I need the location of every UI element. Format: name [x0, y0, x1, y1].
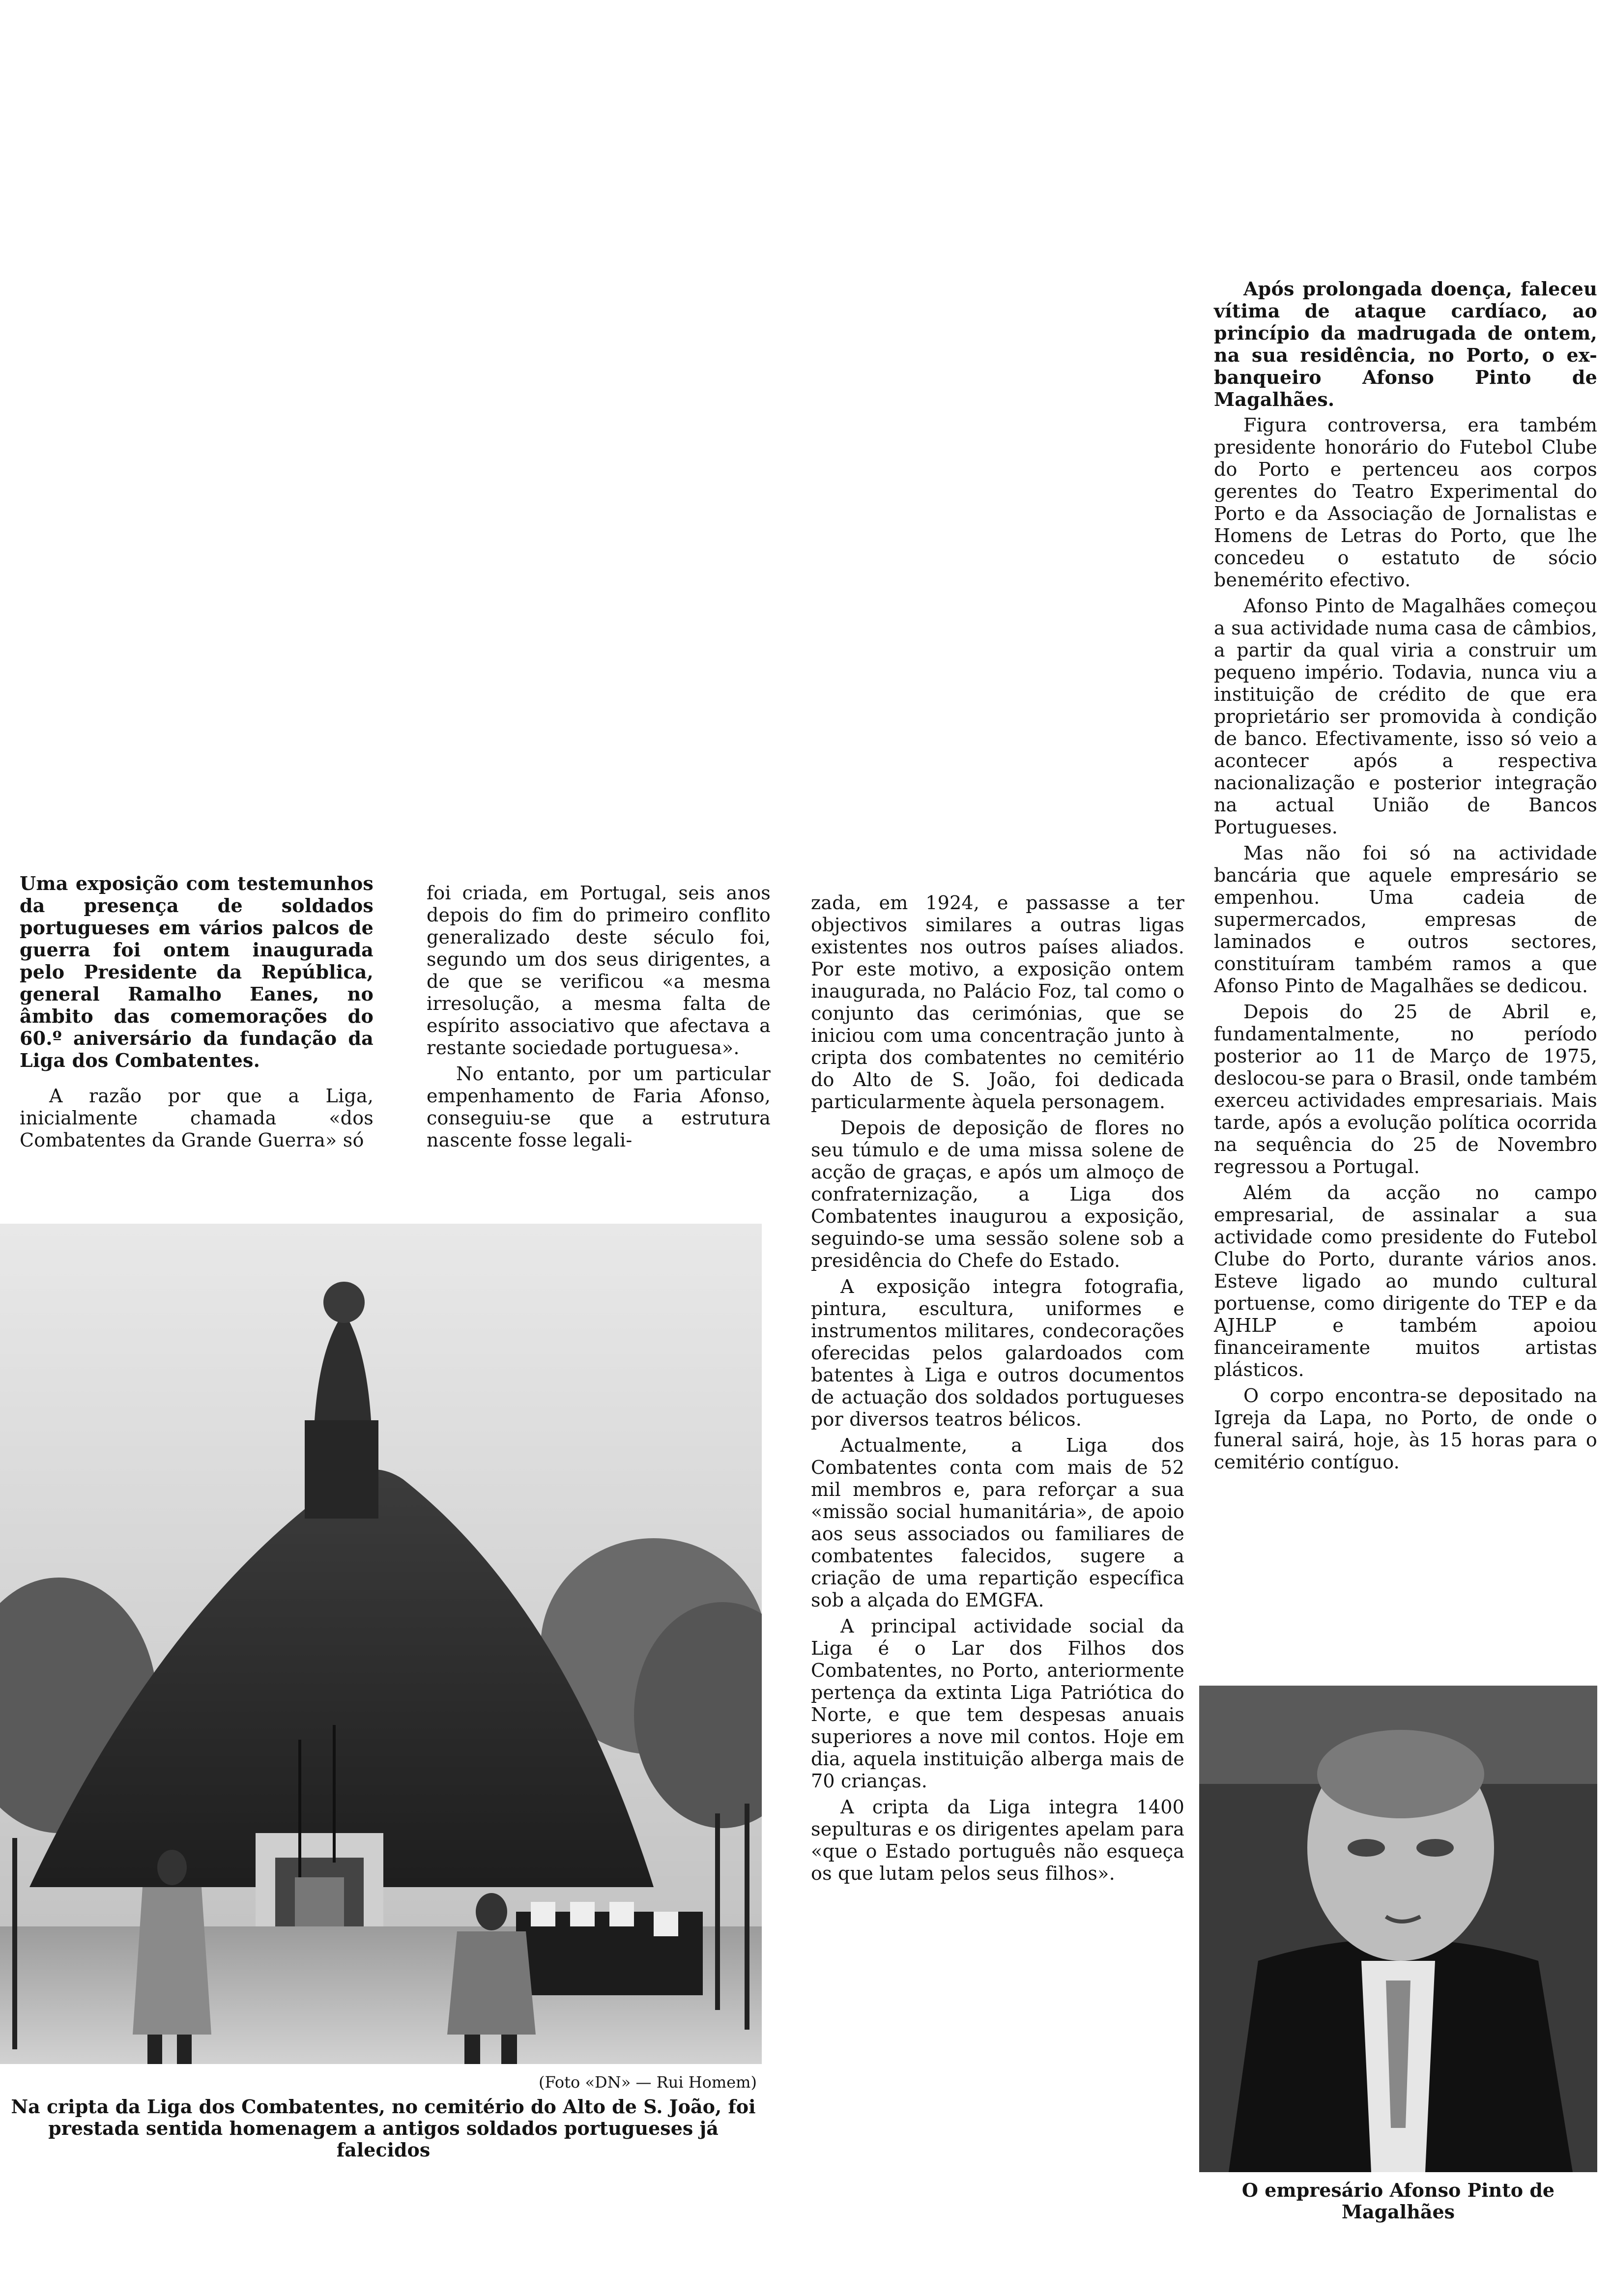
photo-credit: (Foto «DN» — Rui Homem) [538, 2073, 757, 2092]
photo-caption: Na cripta da Liga dos Combatentes, no cemitério do Alto de S. João, foi prestada sentida homenagem a antigos soldados portugueses já falecidos [11, 2095, 756, 2161]
article-paragraph: foi criada, em Portugal, seis anos depois do fim do primeiro conflito generalizado deste século foi, segundo um dos seus dirigentes, a de que se verificou «a mesma irresolução, a mesma falta de espírito associativo que afectava a restante sociedade portuguesa». [427, 882, 771, 1059]
obituary-column [1214, 278, 1597, 1477]
article-paragraph: Figura controversa, era também presidente honorário do Futebol Clube do Porto e pertenceu aos corpos gerentes do Teatro Experimental do Porto e da Associação de Jornalistas e Homens de Letras do Porto, que lhe concedeu o estatuto de sócio benemérito efectivo. [1214, 414, 1597, 591]
article-paragraph: zada, em 1924, e passasse a ter objectivos similares a outras ligas existentes nos outros países aliados. Por este motivo, a exposição ontem inaugurada, no Palácio Foz, tal como o conjunto das cerimónias, que se iniciou com uma concentração junto à cripta dos combatentes no cemitério do Alto de S. João, foi dedicada particularmente àquela personagem. [811, 892, 1184, 1113]
article-paragraph: A principal actividade social da Liga é o Lar dos Filhos dos Combatentes, no Porto, anteriormente pertença da extinta Liga Patriótica do Norte, e que tem despesas anuais superiores a nove mil contos. Hoje em dia, aquela instituição alberga mais de 70 crianças. [811, 1615, 1184, 1792]
crypt-ceremony-photo [0, 1224, 762, 2064]
article-paragraph: Mas não foi só na actividade bancária que aquele empresário se empenhou. Uma cadeia de supermercados, empresas de laminados e outros sectores, constituíram também ramos a que Afonso Pinto de Magalhães se dedicou. [1214, 842, 1597, 997]
obituary-lead: Após prolongada doença, faleceu vítima de ataque cardíaco, ao princípio da madrugada de ontem, na sua residência, no Porto, o ex-banqueiro Afonso Pinto de Magalhães. [1214, 278, 1597, 410]
article-paragraph: Depois de deposição de flores no seu túmulo e de uma missa solene de acção de graças, e após um almoço de confraternização, a Liga dos Combatentes inaugurou a exposição, seguindo-se uma sessão solene sob a presidência do Chefe do Estado. [811, 1117, 1184, 1271]
article-third-column [811, 892, 1184, 1889]
article-paragraph: Depois do 25 de Abril e, fundamentalmente, no período posterior ao 11 de Março de 1975, deslocou-se para o Brasil, onde também exerceu actividades empresariais. Mais tarde, após a evolução política ocorrida na sequência do 25 de Novembro regressou a Portugal. [1214, 1001, 1597, 1177]
article-paragraph: Afonso Pinto de Magalhães começou a sua actividade numa casa de câmbios, a partir da qual viria a construir um pequeno império. Todavia, nunca viu a instituição de crédito de que era proprietário ser promovida à condição de banco. Efectivamente, isso só veio a acontecer após a respectiva nacionalização e posterior integração na actual União de Bancos Portugueses. [1214, 595, 1597, 838]
article-middle-column [427, 882, 771, 1155]
article-paragraph: O corpo encontra-se depositado na Igreja da Lapa, no Porto, de onde o funeral sairá, hoje, às 15 horas para o cemitério contíguo. [1214, 1385, 1597, 1473]
article-paragraph: A razão por que a Liga, inicialmente chamada «dos Combatentes da Grande Guerra» só [20, 1085, 374, 1151]
portrait-caption: O empresário Afonso Pinto de Magalhães [1241, 2179, 1555, 2223]
article-paragraph: A exposição integra fotografia, pintura, escultura, uniformes e instrumentos militares, condecorações oferecidas pelos galardoados com batentes à Liga e outros documentos de actuação dos soldados portugueses por diversos teatros bélicos. [811, 1276, 1184, 1430]
article-lead: Uma exposição com testemunhos da presença de soldados portugueses em vários palcos de guerra foi ontem inaugurada pelo Presidente da República, general Ramalho Eanes, no âmbito das comemorações do 60.º aniversário da fundação da Liga dos Combatentes. [20, 872, 374, 1071]
article-paragraph: No entanto, por um particular empenhamento de Faria Afonso, conseguiu-se que a estrutura nascente fosse legali- [427, 1063, 771, 1151]
article-paragraph: Além da acção no campo empresarial, de assinalar a sua actividade como presidente do Futebol Clube do Porto, durante vários anos. Esteve ligado ao mundo cultural portuense, como dirigente do TEP e da AJHLP e também apoiou financeiramente muitos artistas plásticos. [1214, 1182, 1597, 1380]
article-left-column [20, 872, 374, 1155]
portrait-photo [1199, 1686, 1597, 2172]
article-paragraph: A cripta da Liga integra 1400 sepulturas e os dirigentes apelam para «que o Estado português não esqueça os que lutam pelos seus filhos». [811, 1796, 1184, 1884]
article-paragraph: Actualmente, a Liga dos Combatentes conta com mais de 52 mil membros e, para reforçar a sua «missão social humanitária», de apoio aos seus associados ou familiares de combatentes falecidos, sugere a criação de uma repartição específica sob a alçada do EMGFA. [811, 1435, 1184, 1611]
